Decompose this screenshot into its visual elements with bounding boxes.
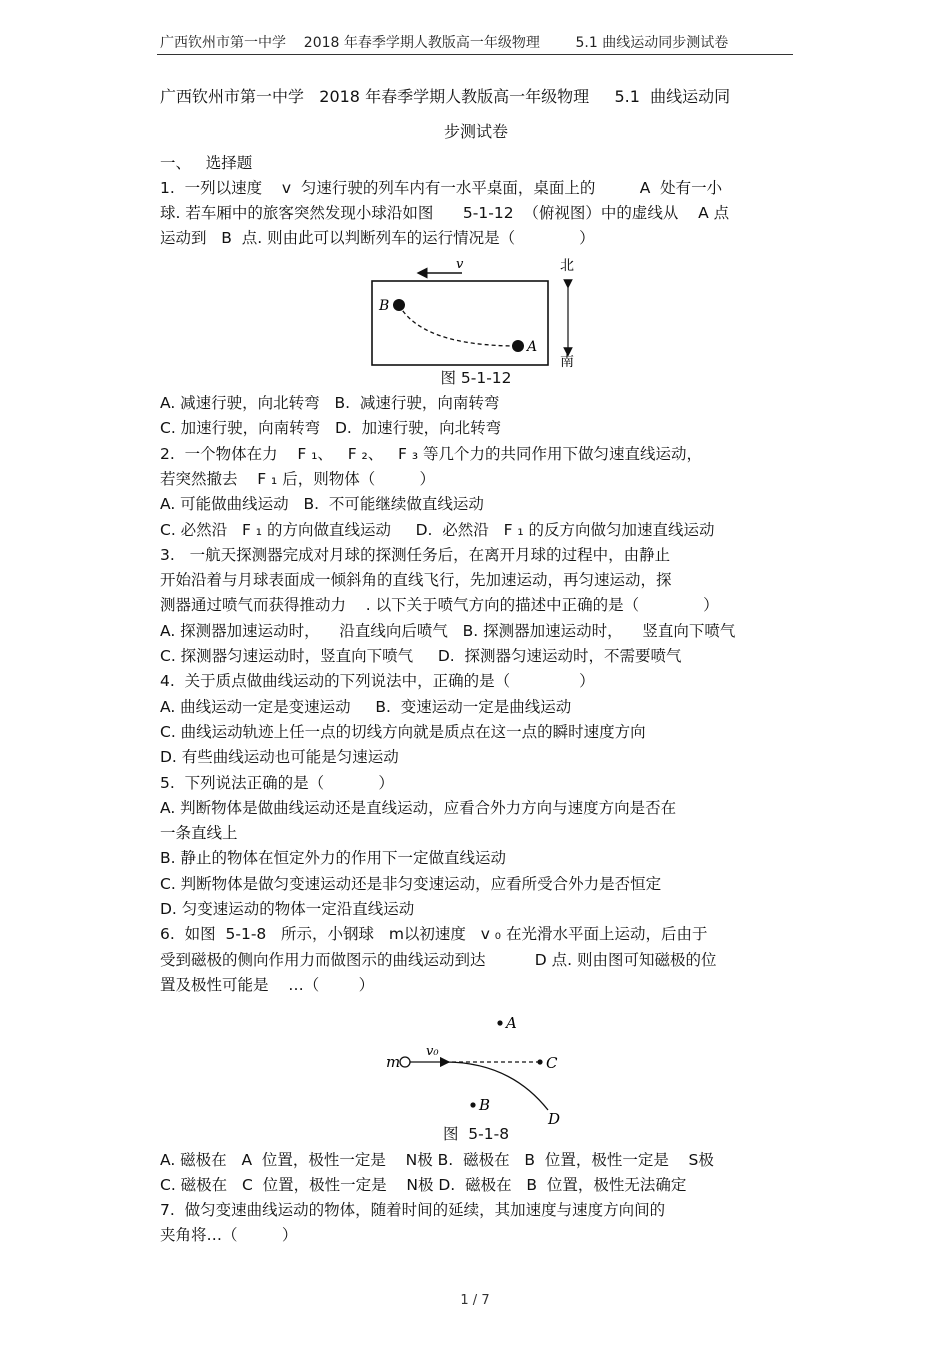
q5-line: 5. 下列说法正确的是（ ） [160,773,394,792]
page-number: 1 / 7 [460,1293,490,1308]
south-label: 南 [560,353,574,368]
q4-line: A. 曲线运动一定是变速运动 B. 变速运动一定是曲线运动 [160,697,572,716]
q3-line: A. 探测器加速运动时， 沿直线向后喷气 B. 探测器加速运动时， 竖直向下喷气 [160,621,736,640]
q1-option: C. 加速行驶，向南转弯 D. 加速行驶，向北转弯 [160,419,502,438]
q3-line: 测器通过喷气而获得推动力 . 以下关于喷气方向的描述中正确的是（ ） [160,596,719,615]
q1-line: 球. 若车厢中的旅客突然发现小球沿如图 5-1-12 （俯视图）中的虚线从 A 点 [160,204,730,223]
q5-line: C. 判断物体是做匀变速运动还是非匀变速运动，应看所受合外力是否恒定 [160,874,662,893]
steel-ball [400,1057,410,1067]
q4-line: D. 有些曲线运动也可能是匀速运动 [160,748,399,767]
initial-velocity-label: v₀ [426,1044,439,1060]
point-c-label: C [546,1054,558,1073]
curved-path [445,1062,548,1110]
header-rule [157,54,793,55]
q7-line: 夹角将…（ ） [160,1226,298,1245]
q1-line: 1. 一列以速度 v 匀速行驶的列车内有一水平桌面，桌面上的 A 处有一小 [160,178,723,197]
q3-line: 开始沿着与月球表面成一倾斜角的直线飞行，先加速运动，再匀速运动，探 [160,571,672,590]
q7-line: 7. 做匀变速曲线运动的物体，随着时间的延续，其加速度与速度方向间的 [160,1201,666,1220]
q6-line: 6. 如图 5-1-8 所示，小钢球 m以初速度 v ₀ 在光滑水平面上运动，后由于 [160,925,708,944]
figure-5-1-12 [160,252,792,368]
point-a-label: A [527,338,538,355]
north-label: 北 [560,257,574,274]
q5-line: B. 静止的物体在恒定外力的作用下一定做直线运动 [160,849,506,868]
point-b-label: B [479,1096,491,1115]
q2-line: C. 必然沿 F ₁ 的方向做直线运动 D. 必然沿 F ₁ 的反方向做匀加速直线运动 [160,520,715,539]
q1-option: A. 减速行驶，向北转弯 B. 减速行驶，向南转弯 [160,394,500,413]
point-b-label: B [379,297,390,314]
section-heading: 一、 选择题 [160,153,253,172]
title-line-1: 广西钦州市第一中学 2018 年春季学期人教版高一年级物理 5.1 曲线运动同 [160,87,731,106]
q5-line: D. 匀变速运动的物体一定沿直线运动 [160,900,415,919]
point-b [470,1103,475,1108]
q4-line: 4. 关于质点做曲线运动的下列说法中，正确的是（ ） [160,672,595,691]
figure-5-1-12-caption: 图 5-1-12 [440,368,512,387]
q3-line: C. 探测器匀速运动时，竖直向下喷气 D. 探测器匀速运动时，不需要喷气 [160,647,682,666]
figure-5-1-8 [160,998,792,1128]
q6-line: 置及极性可能是 …（ ） [160,975,375,994]
title-line-2: 步测试卷 [443,122,508,142]
running-header: 广西钦州市第一中学 2018 年春季学期人教版高一年级物理 5.1 曲线运动同步测试卷 [160,35,729,51]
figure-5-1-12-drawing [160,252,792,368]
q6-option: A. 磁极在 A 位置，极性一定是 N极 B. 磁极在 B 位置，极性一定是 S极 [160,1150,714,1169]
velocity-label: v [456,256,464,272]
q5-line: 一条直线上 [160,824,238,843]
q6-line: 受到磁极的侧向作用力而做图示的曲线运动到达 D 点. 则由图可知磁极的位 [160,950,717,969]
q2-line: 2. 一个物体在力 F ₁、 F ₂、 F ₃ 等几个力的共同作用下做匀速直线运动， [160,444,703,463]
q2-line: 若突然撤去 F ₁ 后，则物体（ ） [160,469,436,488]
point-a-label: A [506,1014,517,1033]
q5-line: A. 判断物体是做曲线运动还是直线运动，应看合外力方向与速度方向是否在 [160,798,677,817]
q6-option: C. 磁极在 C 位置，极性一定是 N极 D. 磁极在 B 位置，极性无法确定 [160,1175,687,1194]
point-c [537,1060,542,1065]
q2-line: A. 可能做曲线运动 B. 不可能继续做直线运动 [160,495,484,514]
q4-line: C. 曲线运动轨迹上任一点的切线方向就是质点在这一点的瞬时速度方向 [160,722,646,741]
figure-5-1-8-drawing [160,998,792,1128]
point-d-label: D [548,1110,561,1129]
point-a [512,340,524,352]
ball-trajectory [399,305,518,346]
ball-m-label: m [386,1053,401,1072]
figure-5-1-8-caption: 图 5-1-8 [442,1125,510,1144]
table-outline [372,281,548,365]
document-body [160,84,792,1249]
q1-line: 运动到 B 点. 则由此可以判断列车的运行情况是（ ） [160,229,595,248]
point-b [393,299,405,311]
q3-line: 3. 一航天探测器完成对月球的探测任务后，在离开月球的过程中，由静止 [160,545,671,564]
point-a [497,1021,502,1026]
